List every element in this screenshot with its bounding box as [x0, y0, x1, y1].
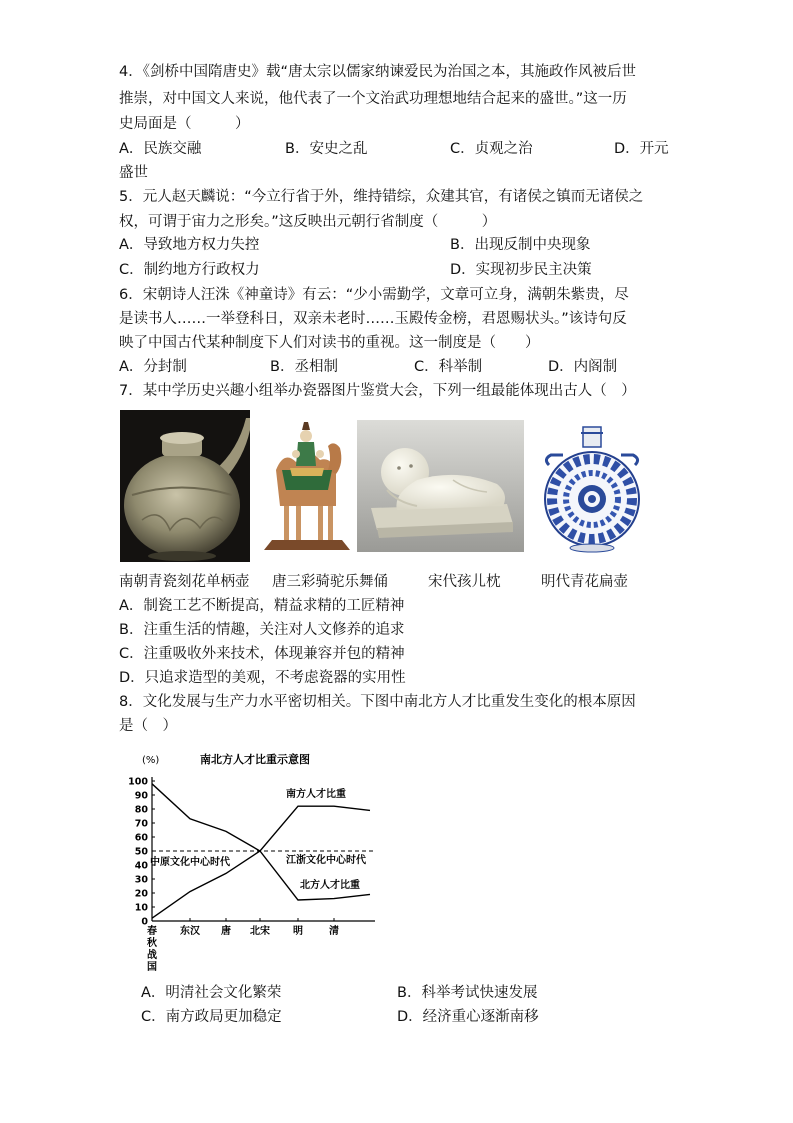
q4-option-b[interactable]: B．安史之乱	[285, 141, 368, 157]
y-tick-label: 80	[134, 804, 148, 816]
q8-option-a[interactable]: A．明清社会文化繁荣	[141, 985, 282, 1001]
x-tick-label: 春	[147, 926, 157, 937]
q6-option-b[interactable]: B．丞相制	[270, 359, 338, 375]
q4-option-c[interactable]: C．贞观之治	[450, 141, 533, 157]
x-tick-label: 清	[329, 926, 339, 937]
annotation-jiangzhe: 江浙文化中心时代	[286, 855, 366, 866]
q8-option-b[interactable]: B．科举考试快速发展	[397, 985, 538, 1001]
q7-option-c[interactable]: C．注重吸收外来技术，体现兼容并包的精神	[119, 646, 405, 662]
celadon-teapot-image	[120, 410, 250, 562]
y-tick-label: 60	[134, 832, 148, 844]
q5-option-c[interactable]: C．制约地方行政权力	[119, 262, 260, 278]
q6-stem-line1: 6．宋朝诗人汪洙《神童诗》有云：“少小需勤学，文章可立身，满朝朱紫贵，尽	[119, 287, 629, 303]
x-tick-label: 东汉	[180, 926, 200, 937]
chart-title: 南北方人才比重示意图	[200, 753, 310, 766]
caption-song-pillow: 宋代孩儿枕	[428, 574, 501, 590]
x-tick-label: 明	[293, 926, 303, 937]
x-tick-label: 秋	[147, 938, 157, 949]
q4-stem-line3: 史局面是（ ）	[119, 116, 250, 132]
q6-option-c[interactable]: C．科举制	[414, 359, 483, 375]
ming-blue-white-flask-image	[541, 425, 643, 553]
q5-option-b[interactable]: B．出现反制中央现象	[450, 237, 591, 253]
y-tick-label: 10	[134, 902, 148, 914]
y-tick-label: 90	[134, 790, 148, 802]
q8-stem-line2: 是（ ）	[119, 718, 177, 734]
q8-option-d[interactable]: D．经济重心逐渐南移	[397, 1009, 539, 1025]
q5-option-d[interactable]: D．实现初步民主决策	[450, 262, 592, 278]
y-tick-label: 50	[134, 846, 148, 858]
q6-stem-line3: 映了中国古代某种制度下人们对读书的重视。这一制度是（ ）	[119, 335, 540, 351]
q4-stem-line2: 推崇，对中国文人来说，他代表了一个文治武功理想地结合起来的盛世。”这一历	[119, 91, 627, 107]
q5-stem-line1: 5．元人赵天麟说：“今立行省于外，维持错综，众建其官，有诸侯之镇而无诸侯之	[119, 189, 644, 205]
series-label-north: 北方人才比重	[300, 880, 360, 891]
q4-stem-line1: 4．《剑桥中国隋唐史》载“唐太宗以儒家纳谏爱民为治国之本，其施政作风被后世	[119, 64, 636, 80]
series-label-south: 南方人才比重	[286, 789, 346, 800]
q7-stem-line1: 7．某中学历史兴趣小组举办瓷器图片鉴赏大会，下列一组最能体现出古人（ ）	[119, 383, 636, 399]
q7-option-b[interactable]: B．注重生活的情趣，关注对人文修养的追求	[119, 622, 405, 638]
q4-option-d-cont: 盛世	[119, 165, 148, 181]
annotation-central-plains: 中原文化中心时代	[150, 857, 230, 868]
q7-option-a[interactable]: A．制瓷工艺不断提高，精益求精的工匠精神	[119, 598, 405, 614]
q5-option-a[interactable]: A．导致地方权力失控	[119, 237, 260, 253]
x-tick-label: 唐	[221, 926, 231, 937]
y-tick-label: 100	[128, 776, 148, 788]
y-tick-label: 20	[134, 888, 148, 900]
q7-option-d[interactable]: D．只追求造型的美观，不考虑瓷器的实用性	[119, 670, 406, 686]
q6-option-a[interactable]: A．分封制	[119, 359, 187, 375]
tang-sancai-camel-image	[262, 410, 352, 555]
y-tick-label: 40	[134, 860, 148, 872]
q4-option-d[interactable]: D．开元	[614, 141, 669, 157]
q8-stem-line1: 8．文化发展与生产力水平密切相关。下图中南北方人才比重发生变化的根本原因	[119, 694, 636, 710]
x-tick-label: 北宋	[250, 926, 270, 937]
y-tick-label: 30	[134, 874, 148, 886]
q4-option-a[interactable]: A．民族交融	[119, 141, 202, 157]
caption-tang-camel: 唐三彩骑驼乐舞俑	[272, 574, 388, 590]
y-tick-label: 70	[134, 818, 148, 830]
talent-ratio-chart	[110, 745, 400, 980]
q5-stem-line2: 权，可谓于宙力之形矣。”这反映出元朝行省制度（ ）	[119, 214, 497, 230]
y-tick-label: 0	[141, 916, 148, 928]
caption-celadon-teapot: 南朝青瓷刻花单柄壶	[119, 574, 250, 590]
q8-option-c[interactable]: C．南方政局更加稳定	[141, 1009, 282, 1025]
chart-ylabel: (%)	[142, 755, 160, 766]
q6-option-d[interactable]: D．内阁制	[548, 359, 618, 375]
x-tick-label: 战	[147, 950, 157, 961]
x-tick-label: 国	[147, 962, 157, 973]
q6-stem-line2: 是读书人……一举登科日，双亲未老时……玉殿传金榜，君恩赐状头。”该诗句反	[119, 311, 627, 327]
song-child-pillow-image	[357, 420, 524, 552]
caption-ming-flask: 明代青花扁壶	[541, 574, 628, 590]
